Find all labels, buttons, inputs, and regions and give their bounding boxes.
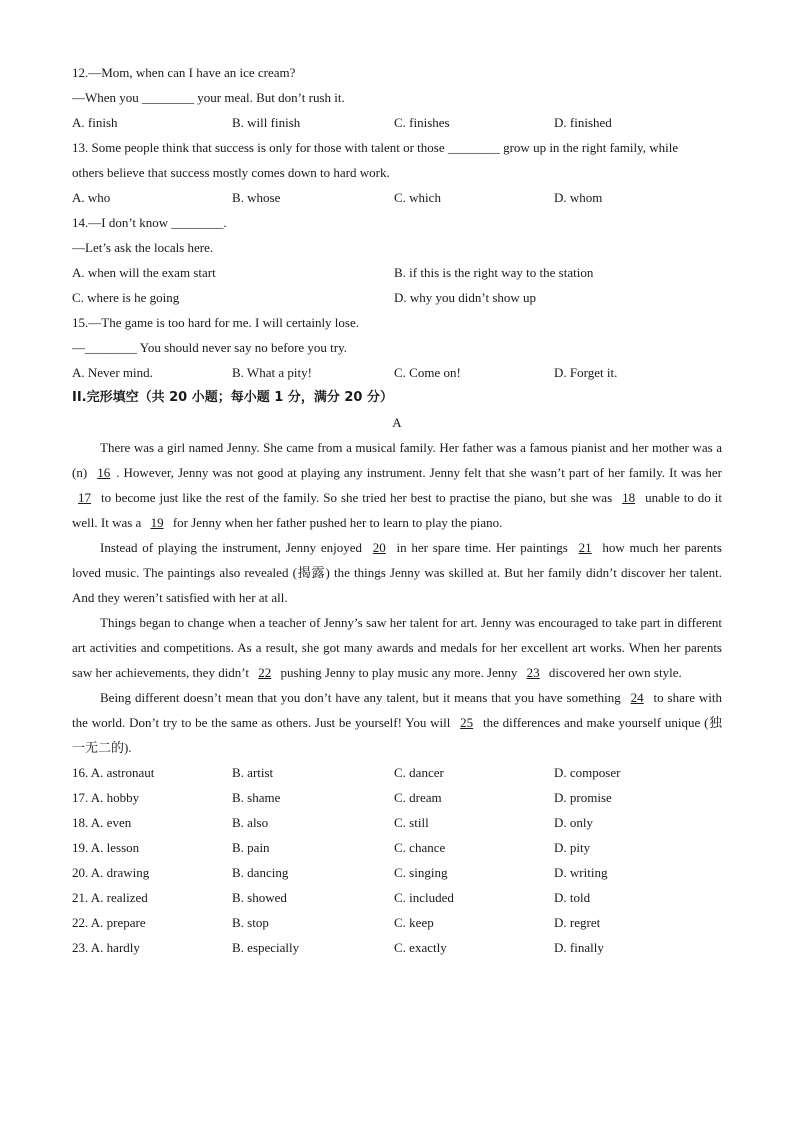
option: C. still — [394, 815, 429, 830]
option: B. whose — [232, 190, 281, 205]
passage-paragraph-2: Instead of playing the instrument, Jenny enjoyed 20 in her spare time. Her paintings 21 how much her parents loved music. The paintings also revealed (揭露) the things Jenny was skilled at. But her family didn’t discover her talent. And they weren’t satisfied with her at all. — [72, 535, 722, 610]
option: D. told — [554, 890, 591, 905]
option: D. why you didn’t show up — [394, 290, 537, 305]
option: C. included — [394, 890, 454, 905]
option: D. regret — [554, 915, 601, 930]
option: B. if this is the right way to the station — [394, 265, 594, 280]
blank-24: 24 — [630, 690, 644, 705]
blank-16: 16 — [97, 465, 111, 480]
option: D. composer — [554, 765, 621, 780]
section-title: II.完形填空（共 20 小题；每小题 1 分，满分 20 分） — [72, 390, 393, 405]
option: 17. A. hobby — [72, 790, 140, 805]
option: A. Never mind. — [72, 365, 153, 380]
option: D. Forget it. — [554, 365, 618, 380]
option: 16. A. astronaut — [72, 765, 155, 780]
option: B. especially — [232, 940, 300, 955]
answer-row-18 — [72, 810, 722, 835]
blank-19: 19 — [150, 515, 164, 530]
option: D. finished — [554, 115, 612, 130]
option: D. promise — [554, 790, 612, 805]
option: A. finish — [72, 115, 118, 130]
option: B. artist — [232, 765, 274, 780]
passage-paragraph-4: Being different doesn’t mean that you don’t have any talent, but it means that you have something 24 to share with the world. Don’t try to be the same as others. Just be yourself! You will 25 the differences and make yourself unique (独一无二的). — [72, 685, 722, 760]
blank-21: 21 — [578, 540, 592, 555]
option: 20. A. drawing — [72, 865, 150, 880]
option: C. chance — [394, 840, 446, 855]
q14-stem: 14.—I don’t know ________. — [72, 215, 227, 230]
blank-23: 23 — [526, 665, 540, 680]
blank-17: 17 — [78, 490, 91, 505]
q15-stem: 15.—The game is too hard for me. I will certainly lose. — [72, 315, 360, 330]
answer-row-17 — [72, 785, 722, 810]
option: C. dancer — [394, 765, 444, 780]
option: D. finally — [554, 940, 604, 955]
option: C. where is he going — [72, 290, 180, 305]
blank-20: 20 — [372, 540, 386, 555]
option: 19. A. lesson — [72, 840, 140, 855]
q14-options-ab — [72, 260, 722, 285]
option: C. keep — [394, 915, 434, 930]
option: A. who — [72, 190, 111, 205]
q15-options — [72, 360, 722, 385]
option: D. whom — [554, 190, 603, 205]
q13-options — [72, 185, 722, 210]
option: D. only — [554, 815, 593, 830]
option: A. when will the exam start — [72, 265, 216, 280]
answer-row-23 — [72, 935, 722, 960]
q12-line2: —When you ________ your meal. But don’t rush it. — [72, 90, 345, 105]
blank-22: 22 — [258, 665, 272, 680]
answer-row-20 — [72, 860, 722, 885]
option: B. What a pity! — [232, 365, 312, 380]
option: 18. A. even — [72, 815, 132, 830]
option: B. shame — [232, 790, 281, 805]
option: B. dancing — [232, 865, 289, 880]
option: D. pity — [554, 840, 591, 855]
option: 21. A. realized — [72, 890, 148, 905]
passage-paragraph-1: There was a girl named Jenny. She came from a musical family. Her father was a famous pianist and her mother was a (n) 16 . However, Jenny was not good at playing any instrument. Jenny felt that she wasn’t part of her family. It was her 17 to become just like the rest of the family. So she tried her best to practise the piano, but she was 18 unable to do it well. It was a 19 for Jenny when her father pushed her to learn to play the piano. — [72, 435, 722, 535]
option: B. showed — [232, 890, 287, 905]
exam-page — [72, 60, 722, 960]
q14-line2: —Let’s ask the locals here. — [72, 240, 214, 255]
option: 23. A. hardly — [72, 940, 140, 955]
answer-row-16 — [72, 760, 722, 785]
blank-18: 18 — [622, 490, 636, 505]
q12-stem: 12.—Mom, when can I have an ice cream? — [72, 65, 296, 80]
option: C. Come on! — [394, 365, 461, 380]
answer-row-19 — [72, 835, 722, 860]
passage-paragraph-3: Things began to change when a teacher of Jenny’s saw her talent for art. Jenny was encouraged to take part in different art activities and competitions. As a result, she got many awards and medals for her excellent art works. When her parents saw her achievements, they didn’t 22 pushing Jenny to play music any more. Jenny 23 discovered her own style. — [72, 610, 722, 685]
answer-row-22 — [72, 910, 722, 935]
option: D. writing — [554, 865, 608, 880]
option: B. pain — [232, 840, 270, 855]
answer-row-21 — [72, 885, 722, 910]
option: B. will finish — [232, 115, 301, 130]
q12-options — [72, 110, 722, 135]
blank-25: 25 — [460, 715, 474, 730]
q13-line2: others believe that success mostly comes down to hard work. — [72, 165, 390, 180]
q14-options-cd — [72, 285, 722, 310]
option: C. exactly — [394, 940, 447, 955]
option: 22. A. prepare — [72, 915, 146, 930]
q15-line2: —________ You should never say no before you try. — [72, 340, 348, 355]
option: C. dream — [394, 790, 442, 805]
option: C. which — [394, 190, 441, 205]
option: B. stop — [232, 915, 269, 930]
passage-label: A — [392, 415, 402, 430]
option: C. singing — [394, 865, 448, 880]
option: B. also — [232, 815, 269, 830]
q13-line1: 13. Some people think that success is only for those with talent or those ________ grow up in the right family, while — [72, 140, 679, 155]
option: C. finishes — [394, 115, 450, 130]
